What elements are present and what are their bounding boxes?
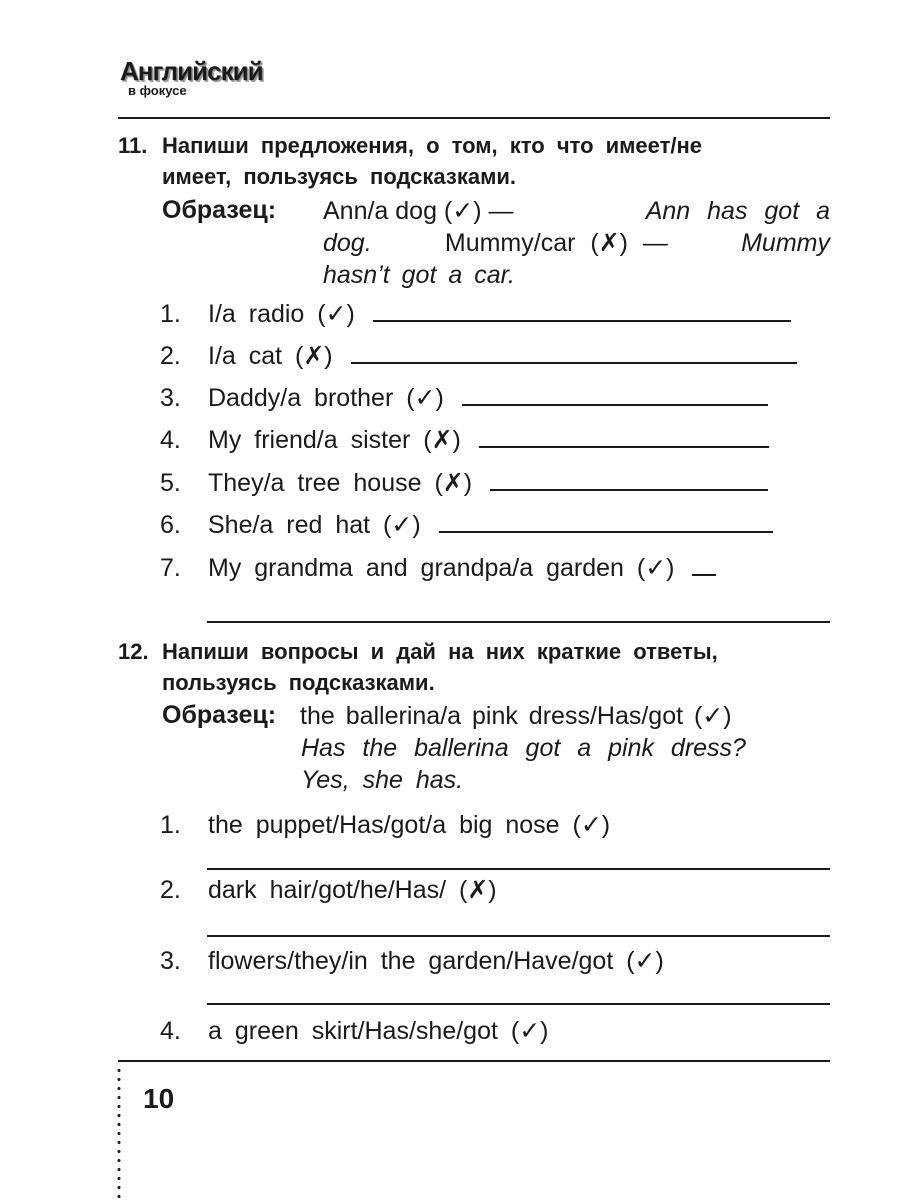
- sample-text: Ann/a dog (✓) —: [323, 197, 514, 225]
- sample-answer: Ann has got a: [645, 197, 830, 225]
- exercise-11-instruction-line1: Напиши предложения, о том, кто что имеет/не: [162, 133, 703, 158]
- exercise-11-sample: [323, 195, 830, 291]
- exercise-11-item: 6. She/a red hat (✓): [160, 508, 773, 542]
- logo-title: Английский: [120, 56, 263, 86]
- exercise-12-item: 2. dark hair/got/he/Has/ (✗): [160, 876, 497, 904]
- exercise-12-sample-label: Образец:: [162, 701, 277, 729]
- answer-line[interactable]: [207, 868, 830, 870]
- answer-blank[interactable]: [462, 382, 768, 406]
- answer-line[interactable]: [207, 935, 830, 937]
- exercise-12-instruction-line1: Напиши вопросы и дай на них краткие ответы,: [162, 639, 718, 664]
- answer-blank[interactable]: [692, 552, 716, 576]
- exercise-12-sample: [300, 700, 830, 796]
- exercise-11-number: 11.: [118, 133, 148, 158]
- exercise-12-item: 1. the puppet/Has/got/a big nose (✓): [160, 811, 611, 839]
- exercise-12-number: 12.: [118, 639, 149, 664]
- dotted-margin-line: [117, 1066, 121, 1200]
- sample-answer: dog.: [323, 229, 372, 257]
- sample-answer: Yes, she has.: [301, 766, 464, 794]
- answer-blank[interactable]: [439, 509, 773, 533]
- sample-text: the ballerina/a pink dress/Has/got (✓): [300, 702, 732, 730]
- exercise-11-heading: [118, 130, 830, 192]
- answer-line[interactable]: [207, 1003, 830, 1005]
- answer-blank[interactable]: [479, 424, 769, 448]
- exercise-11-item: 2. I/a cat (✗): [160, 339, 797, 373]
- sample-answer: Mummy: [741, 229, 830, 257]
- answer-blank[interactable]: [490, 467, 768, 491]
- exercise-11-item: 5. They/a tree house (✗): [160, 466, 768, 500]
- page-number: 10: [143, 1083, 175, 1114]
- exercise-12-instruction-line2: пользуясь подсказками.: [162, 670, 435, 695]
- exercise-12-heading: [118, 636, 830, 698]
- exercise-11-item: 7. My grandma and grandpa/a garden (✓): [160, 551, 716, 585]
- sample-answer: hasn’t got a car.: [323, 261, 515, 289]
- exercise-11-item: 3. Daddy/a brother (✓): [160, 381, 768, 415]
- logo-subtitle: в фокусе: [128, 83, 187, 98]
- exercise-11-instruction-line2: имеет, пользуясь подсказками.: [162, 164, 516, 189]
- exercise-12-item: 3. flowers/they/in the garden/Have/got (✓): [160, 947, 664, 975]
- footer-divider: [118, 1060, 830, 1062]
- header-divider: [118, 117, 830, 119]
- answer-blank[interactable]: [351, 340, 797, 364]
- answer-blank[interactable]: [373, 298, 791, 322]
- exercise-11-sample-label: Образец:: [162, 196, 277, 224]
- answer-line[interactable]: [207, 621, 830, 623]
- exercise-12-item: 4. a green skirt/Has/she/got (✓): [160, 1017, 549, 1045]
- exercise-11-item: 4. My friend/a sister (✗): [160, 423, 769, 457]
- exercise-11-item: 1. I/a radio (✓): [160, 297, 791, 331]
- sample-text: Mummy/car (✗) —: [429, 229, 683, 257]
- sample-answer: Has the ballerina got a pink dress?: [301, 734, 746, 762]
- book-logo: [120, 58, 263, 98]
